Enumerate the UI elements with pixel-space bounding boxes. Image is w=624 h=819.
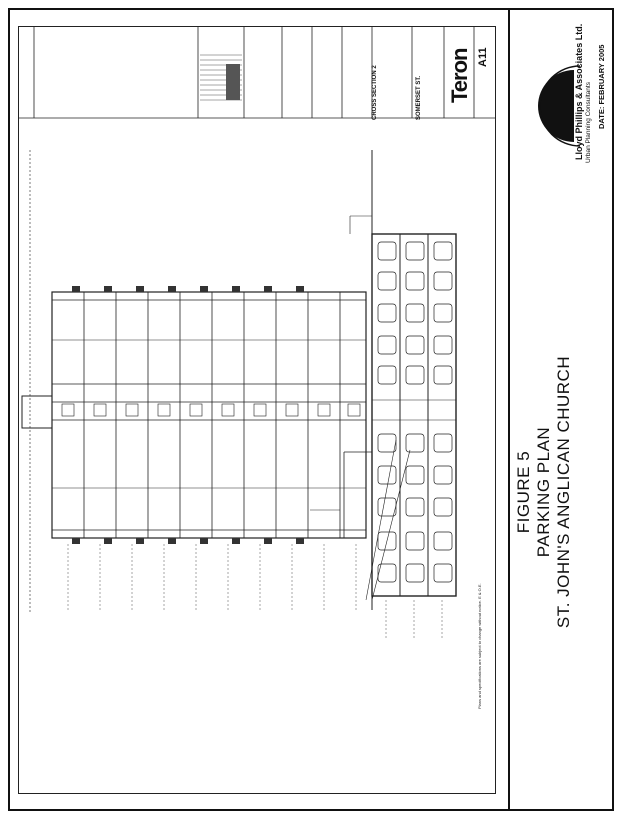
figure-number: FIGURE 5 <box>514 450 533 534</box>
parked-cars <box>378 242 452 582</box>
roof-mechanical <box>22 396 52 428</box>
figure-date: DATE: FEBRUARY 2005 <box>597 44 606 129</box>
consultant-tagline: Urban Planning Consultants <box>585 82 592 163</box>
corridor-doors <box>62 404 360 416</box>
drawing-title: CROSS SECTION 2 <box>372 65 378 120</box>
figure-caption <box>514 332 578 652</box>
garage-level-markers <box>386 600 442 640</box>
revision-stamp <box>226 64 240 100</box>
figure-title: PARKING PLAN <box>534 426 553 558</box>
ramp-line-1 <box>366 440 396 600</box>
consultant-name: Lloyd Phillips & Associates Ltd. <box>574 23 584 160</box>
sheet-number: A11 <box>477 47 489 67</box>
company-logo: Teron <box>447 48 472 103</box>
parking-garage <box>372 234 456 596</box>
consultant-logo-icon <box>538 70 574 142</box>
balconies <box>72 286 304 544</box>
tower-outline <box>52 292 366 538</box>
disclaimer-note: Plans and specifications are subject to change without notice. E & O.E. <box>477 583 482 709</box>
project-name: SOMERSET ST. <box>416 75 422 120</box>
floor-lines <box>84 292 340 538</box>
figure-subtitle: ST. JOHN'S ANGLICAN CHURCH <box>554 355 573 629</box>
level-markers <box>68 544 356 610</box>
